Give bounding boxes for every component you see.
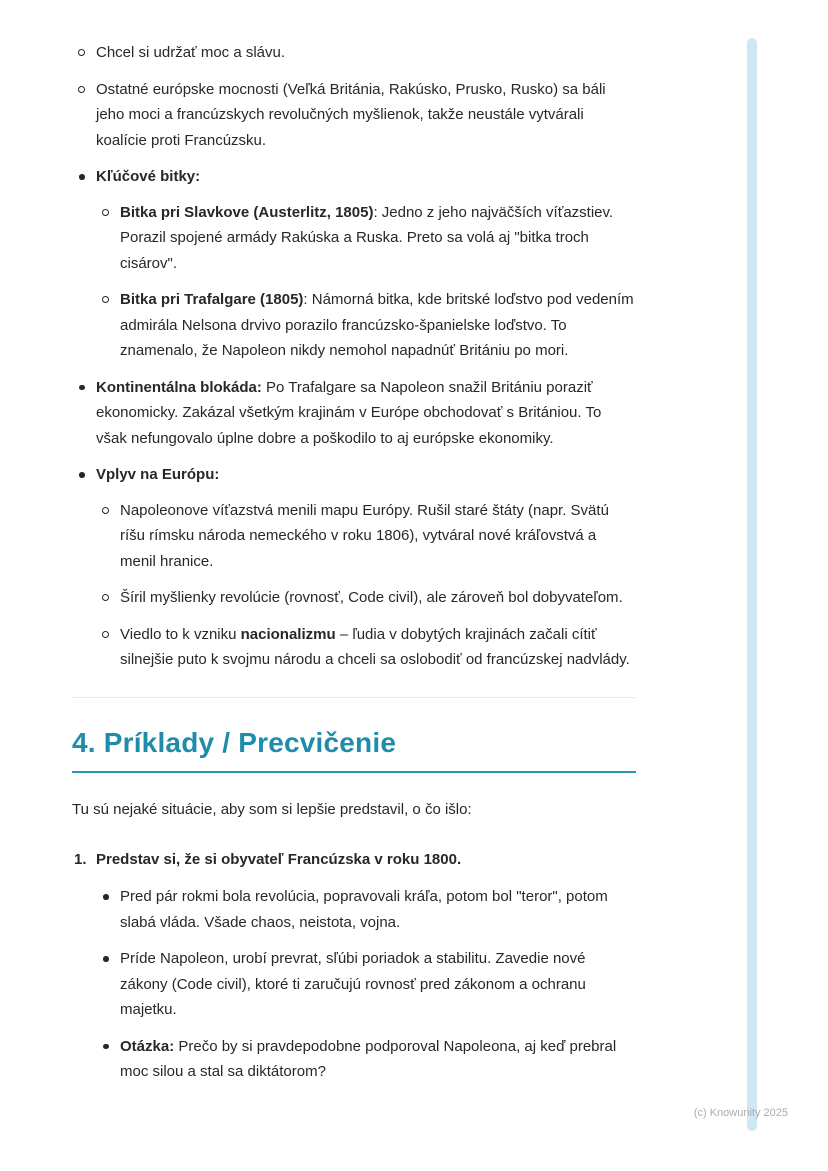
section-divider xyxy=(72,697,636,698)
sub-list xyxy=(96,498,636,673)
bold-text: Kontinentálna blokáda: xyxy=(96,378,262,396)
document-content xyxy=(72,40,636,1085)
body-text: Šíril myšlienky revolúcie (rovnosť, Code civil), ale zároveň bol dobyvateľom. xyxy=(120,589,623,606)
body-text: Chcel si udržať moc a slávu. xyxy=(96,44,286,61)
body-text: – ľudia v dobytých krajinách začali cítiť silnejšie puto k svojmu národu a chceli sa oslobodiť od francúzskej nadvlády. xyxy=(120,625,630,668)
body-text: Prečo by si pravdepodobne podporoval Napoleona, aj keď prebral moc silou a stal sa diktátorom? xyxy=(120,1037,617,1081)
list-item xyxy=(96,498,636,575)
body-text: : Námorná bitka, kde britské loďstvo pod vedením admirála Nelsona drvivo porazilo francúzsko-španielske loďstvo. To znamenalo, že Napoleon nikdy nemohol napadnúť Britániu po mori. xyxy=(120,291,634,359)
bold-text: Bitka pri Slavkove (Austerlitz, 1805) xyxy=(120,203,374,221)
body-text: Napoleonove víťazstvá menili mapu Európy. Rušil staré štáty (napr. Svätú ríšu rímsku národa nemeckého v roku 1806), vytváral nové kráľovstvá a menil hranice. xyxy=(120,501,609,570)
list-item xyxy=(96,200,636,277)
body-text: Ostatné európske mocnosti (Veľká Británia, Rakúsko, Prusko, Rusko) sa báli jeho moci a francúzskych revolučných myšlienok, takže neustále vytvárali koalície proti Francúzsku. xyxy=(96,80,606,149)
list-item xyxy=(72,77,636,154)
list-item xyxy=(96,585,636,611)
section-heading: 4. Príklady / Precvičenie xyxy=(72,726,397,758)
list-item-impact-on-europe xyxy=(72,462,636,673)
list-item-key-battles xyxy=(72,164,636,364)
list-item xyxy=(96,946,636,1023)
body-text: Pred pár rokmi bola revolúcia, popravovali kráľa, potom bol "teror", potom slabá vláda. Všade chaos, neistota, vojna. xyxy=(120,888,608,931)
bold-text: Predstav si, že si obyvateľ Francúzska v roku 1800. xyxy=(96,850,462,868)
body-text: : Jedno z jeho najväčších víťazstiev. Porazil spojené armády Rakúska a Ruska. Preto sa volá aj "bitka troch cisárov". xyxy=(120,203,614,272)
item-number: 1. xyxy=(74,850,87,868)
scrollbar-thumb[interactable] xyxy=(747,38,757,1131)
bold-text: Kľúčové bitky: xyxy=(96,168,201,185)
list-item xyxy=(96,884,636,935)
numbered-item xyxy=(72,847,636,1085)
bold-text: Vplyv na Európu: xyxy=(96,466,220,483)
body-text: Príde Napoleon, urobí prevrat, sľúbi poriadok a stabilitu. Zavedie nové zákony (Code civil), ktoré ti zaručujú rovnosť pred zákonom a ochranu majetku. xyxy=(120,950,586,1019)
list-item xyxy=(96,287,636,364)
sub-list xyxy=(96,884,636,1085)
body-text: Viedlo to k vzniku xyxy=(120,625,241,643)
bold-text: Otázka: xyxy=(120,1037,175,1055)
section-intro: Tu sú nejaké situácie, aby som si lepšie predstavil, o čo išlo: xyxy=(72,801,472,819)
list-item xyxy=(96,1034,636,1085)
bold-text: nacionalizmu xyxy=(240,625,336,643)
list-item xyxy=(72,40,636,66)
heading-underline xyxy=(72,771,636,773)
list-item xyxy=(96,622,636,673)
body-text: Po Trafalgare sa Napoleon snažil Britániu poraziť ekonomicky. Zakázal všetkým krajinám v Európe obchodovať s Britániou. To však nefungovalo úplne dobre a poškodilo to aj európske ekonomiky. xyxy=(96,378,602,447)
bold-text: Bitka pri Trafalgare (1805) xyxy=(120,291,304,308)
copyright-footer: (c) Knowunity 2025 xyxy=(693,1107,788,1119)
list-item-continental-blockade xyxy=(72,375,636,452)
sub-list xyxy=(96,200,636,364)
